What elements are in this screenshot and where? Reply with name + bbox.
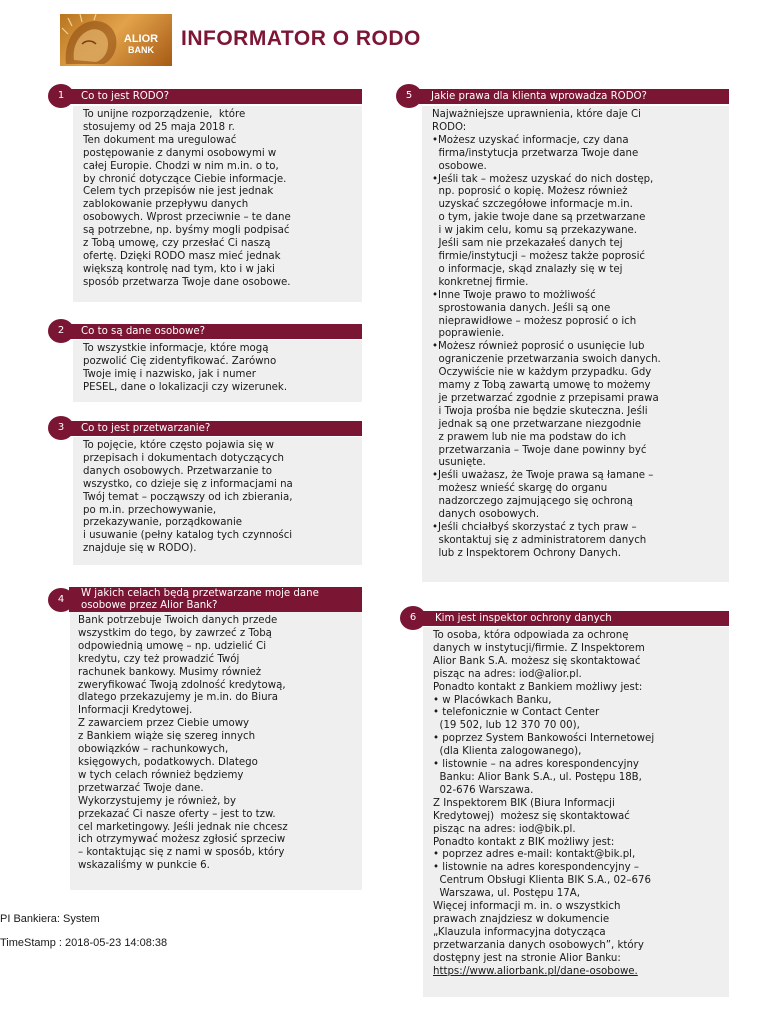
section-6-line: • w Placówkach Banku, xyxy=(433,694,552,706)
section-1-line: z Tobą umowę, czy przesłać Ci naszą xyxy=(83,238,271,250)
section-6-body xyxy=(423,627,729,997)
section-2-body xyxy=(73,340,362,402)
logo-line-2: BANK xyxy=(128,45,154,55)
section-5-line: np. poprosić o kopię. Możesz również xyxy=(432,186,628,198)
section-5-line: konkretnej firmie. xyxy=(432,276,529,288)
section-4-number-badge: 4 xyxy=(48,588,74,612)
section-5-line: lub z Inspektorem Ochrony Danych. xyxy=(432,547,621,559)
section-4-line: przekazać Ci nasze oferty – jest to tzw. xyxy=(78,808,276,820)
section-4-line: księgowych, podatkowych. Dlatego xyxy=(78,756,258,768)
section-5-line: firma/instytucja przetwarza Twoje dane xyxy=(432,147,639,159)
section-5-line: •Jeśli chciałbyś skorzystać z tych praw – xyxy=(432,522,637,533)
section-5-line: Oczywiście nie w każdym przypadku. Gdy xyxy=(432,367,652,379)
section-3-title-bar xyxy=(69,421,362,436)
section-4-line: przetwarzać Twoje dane. xyxy=(78,782,204,794)
section-2-line: Twoje imię i nazwisko, jak i numer xyxy=(83,368,256,380)
section-1-line: całej Europie. Chodzi w nim m.in. o to, xyxy=(83,160,279,172)
section-1-title: Co to jest RODO? xyxy=(81,91,170,102)
section-5-title-bar xyxy=(419,89,729,104)
section-1-body xyxy=(73,106,362,302)
footer-timestamp: TimeStamp : 2018-05-23 14:08:38 xyxy=(0,937,168,949)
logo-text xyxy=(116,34,166,55)
alior-bank-logo xyxy=(60,14,172,66)
section-3-title: Co to jest przetwarzanie? xyxy=(81,423,211,434)
section-5-line: usunięte. xyxy=(432,457,486,469)
section-6-line: Warszawa, ul. Postępu 17A, xyxy=(433,888,580,900)
section-6-line: Banku: Alior Bank S.A., ul. Postępu 18B, xyxy=(433,771,642,783)
section-5-line: z prawem lub nie ma podstaw do ich xyxy=(432,431,627,443)
section-6-line: dostępny jest na stronie Alior Banku: xyxy=(433,952,621,964)
section-2-line: PESEL, dane o lokalizacji czy wizerunek. xyxy=(83,381,288,393)
section-6-line: Z Inspektorem BIK (Biura Informacji xyxy=(433,797,615,809)
section-6-line: pisząc na adres: iod@alior.pl. xyxy=(433,668,582,680)
section-6-line: danych w instytucji/firmie. Z Inspektorem xyxy=(433,642,645,654)
section-1-line: większą kontrolę nad tym, kto i w jaki xyxy=(83,263,275,275)
section-4-line: z Bankiem wiąże się szereg innych xyxy=(78,731,256,743)
section-3-body xyxy=(73,437,362,565)
section-4-line: obowiązków – rachunkowych, xyxy=(78,744,229,756)
section-1-line: postępowanie z danymi osobowymi w xyxy=(83,147,277,159)
section-5-line: firmie/instytucji – możesz także poprosić xyxy=(432,250,646,262)
section-5-line: nadzorczego zajmującego się ochroną xyxy=(432,496,633,508)
section-3-line: znajduje się w RODO). xyxy=(83,543,197,555)
section-1-line: To unijne rozporządzenie, które xyxy=(83,109,246,120)
section-5-line: o tym, jakie twoje dane są przetwarzane xyxy=(432,212,646,224)
section-5-line: danych osobowych. xyxy=(432,509,540,521)
section-5-line: •Jeśli uważasz, że Twoje prawa są łamane – xyxy=(432,470,654,482)
section-2-line: To wszystkie informacje, które mogą xyxy=(83,343,269,354)
section-1-line: sposób przetwarza Twoje dane osobowe. xyxy=(83,276,291,288)
section-4-line: Bank potrzebuje Twoich danych przede xyxy=(78,615,278,626)
section-4-line: Z zawarciem przez Ciebie umowy xyxy=(78,718,250,730)
section-2-title: Co to są dane osobowe? xyxy=(81,326,205,337)
section-1-title-bar xyxy=(69,89,362,104)
section-3-line: danych osobowych. Przetwarzanie to xyxy=(83,465,272,477)
section-5-line: RODO: xyxy=(432,121,467,133)
section-5-number-badge: 5 xyxy=(396,84,422,108)
section-1-line: ofertę. Dzięki RODO masz mieć jednak xyxy=(83,250,281,262)
section-6-line: (19 502, lub 12 370 70 00), xyxy=(433,720,580,732)
section-6-line: Kredytowej) możesz się skontaktować xyxy=(433,810,630,822)
section-5-line: przetwarzania – Twoje dane powinny być xyxy=(432,444,647,456)
section-6-line: • listownie na adres korespondencyjny – xyxy=(433,862,639,874)
section-4-title-bar xyxy=(69,587,362,612)
section-1-line: zablokowanie przepływu danych xyxy=(83,199,249,211)
section-3-line: wszystko, co dzieje się z informacjami na xyxy=(83,478,293,490)
section-6-line: Więcej informacji m. in. o wszystkich xyxy=(433,901,621,913)
section-4-line: dlatego przekazujemy je m.in. do Biura xyxy=(78,692,278,704)
section-6-number-badge: 6 xyxy=(400,606,426,630)
section-6-line: Centrum Obsługi Klienta BIK S.A., 02–676 xyxy=(433,875,651,887)
section-5-line: •Możesz uzyskać informacje, czy dana xyxy=(432,134,629,146)
section-6-line: • telefonicznie w Contact Center xyxy=(433,707,600,719)
section-3-line: przekazywanie, porządkowanie xyxy=(83,517,243,529)
section-4-line: w tych celach również będziemy xyxy=(78,769,244,781)
section-3-line: po m.in. przechowywanie, xyxy=(83,504,217,516)
section-5-line: mamy z Tobą zawartą umowę to możemy xyxy=(432,380,651,392)
section-4-title: W jakich celach będą przetwarzane moje dane osobowe przez Alior Bank? xyxy=(81,588,319,611)
section-6-line: Alior Bank S.A. możesz się skontaktować xyxy=(433,655,641,667)
section-5-body xyxy=(422,106,729,582)
section-1-line: Celem tych przepisów nie jest jednak xyxy=(83,186,274,198)
section-4-body xyxy=(70,612,362,890)
section-6-line: pisząc na adres: iod@bik.pl. xyxy=(433,823,576,835)
section-6-title-bar xyxy=(423,611,729,626)
section-4-line: wskazaliśmy w punkcie 6. xyxy=(78,860,210,872)
logo-line-1: ALIOR xyxy=(123,33,159,45)
section-1-number-badge: 1 xyxy=(48,84,74,108)
section-6-line: 02-676 Warszawa. xyxy=(433,784,534,796)
section-5-line: Najważniejsze uprawnienia, które daje Ci xyxy=(432,109,641,120)
section-6-line: prawach znajdziesz w dokumencie xyxy=(433,913,610,925)
section-3-line: To pojęcie, które często pojawia się w xyxy=(83,440,274,451)
section-5-line: ograniczenie przetwarzania swoich danych. xyxy=(432,354,661,366)
section-1-line: są potrzebne, np. byśmy mogli podpisać xyxy=(83,225,290,237)
section-4-line: odpowiednią umowę – np. udzielić Ci xyxy=(78,640,267,652)
section-2-line: pozwolić Cię zidentyfikować. Zarówno xyxy=(83,355,277,367)
section-3-line: i usuwanie (pełny katalog tych czynności xyxy=(83,530,293,542)
section-6-line: przetwarzania danych osobowych”, który xyxy=(433,939,644,951)
section-5-line: sprostowania danych. Jeśli są one xyxy=(432,302,611,314)
section-3-line: przepisach i dokumentach dotyczących xyxy=(83,452,285,464)
section-1-line: Ten dokument ma uregulować xyxy=(83,134,237,146)
section-4-line: Informacji Kredytowej. xyxy=(78,705,193,717)
section-5-line: poprawienie. xyxy=(432,328,505,340)
section-5-line: uzyskać szczegółowe informacje m.in. xyxy=(432,199,633,211)
section-6-line: • poprzez adres e-mail: kontakt@bik.pl, xyxy=(433,849,636,861)
section-1-line: stosujemy od 25 maja 2018 r. xyxy=(83,121,235,133)
section-5-line: je przetwarzać zgodnie z przepisami prawa xyxy=(432,392,659,404)
section-5-line: skontaktuj się z administratorem danych xyxy=(432,534,647,546)
section-4-line: zweryfikować Twoją zdolność kredytową, xyxy=(78,679,286,691)
section-4-line: ich otrzymywać możesz zgłosić sprzeciw xyxy=(78,834,286,846)
section-5-line: Jeśli sam nie przekazałeś danych tej xyxy=(432,238,623,250)
section-5-line: •Możesz również poprosić o usunięcie lub xyxy=(432,341,645,353)
section-1-line: osobowych. Wprost przeciwnie – te dane xyxy=(83,212,291,224)
page-title: INFORMATOR O RODO xyxy=(181,27,421,50)
section-4-line: wszystkim do tego, by zawrzeć z Tobą xyxy=(78,627,272,639)
section-4-line: cel marketingowy. Jeśli jednak nie chcesz xyxy=(78,821,288,833)
section-5-line: osobowe. xyxy=(432,160,487,172)
section-5-line: •Jeśli tak – możesz uzyskać do nich dostęp, xyxy=(432,173,654,185)
section-6-line: Ponadto kontakt z BIK możliwy jest: xyxy=(433,836,615,848)
section-4-line: – kontaktując się z nami w sposób, który xyxy=(78,847,285,859)
section-2-number-badge: 2 xyxy=(48,319,74,343)
section-6-line: Ponadto kontakt z Bankiem możliwy jest: xyxy=(433,681,643,693)
section-6-line: (dla Klienta zalogowanego), xyxy=(433,746,582,758)
section-5-line: jednak są one przetwarzane niezgodnie xyxy=(432,418,642,430)
section-3-number-badge: 3 xyxy=(48,416,74,440)
section-2-title-bar xyxy=(69,324,362,339)
section-5-title: Jakie prawa dla klienta wprowadza RODO? xyxy=(431,91,647,102)
section-5-line: i w jakim celu, komu są przekazywane. xyxy=(432,225,638,237)
section-1-line: by chronić dotyczące Ciebie informacje. xyxy=(83,173,287,185)
section-3-line: Twój temat – począwszy od ich zbierania, xyxy=(83,491,293,503)
section-5-line: nieprawidłowe – możesz poprosić o ich xyxy=(432,315,637,327)
section-6-line: • listownie – na adres korespondencyjny xyxy=(433,759,639,771)
section-5-line: •Inne Twoje prawo to możliwość xyxy=(432,289,596,301)
footer-user: PI Bankiera: System xyxy=(0,913,100,925)
section-6-line: • poprzez System Bankowości Internetowej xyxy=(433,733,655,745)
section-4-line: Wykorzystujemy je również, by xyxy=(78,795,237,807)
section-5-line: i Twoja prośba nie będzie skuteczna. Jeśli xyxy=(432,405,648,417)
section-5-line: możesz wnieść skargę do organu xyxy=(432,483,608,495)
section-4-line: kredytu, czy też prowadzić Twój xyxy=(78,653,240,665)
section-5-line: o informacje, skąd znalazły się w tej xyxy=(432,263,623,275)
dane-osobowe-link[interactable]: https://www.aliorbank.pl/dane-osobowe. xyxy=(433,965,638,977)
section-6-line: „Klauzula informacyjna dotycząca xyxy=(433,926,606,938)
section-4-line: rachunek bankowy. Musimy również xyxy=(78,666,262,678)
section-6-line: To osoba, która odpowiada za ochronę xyxy=(433,630,629,641)
section-6-title: Kim jest inspektor ochrony danych xyxy=(435,613,612,624)
